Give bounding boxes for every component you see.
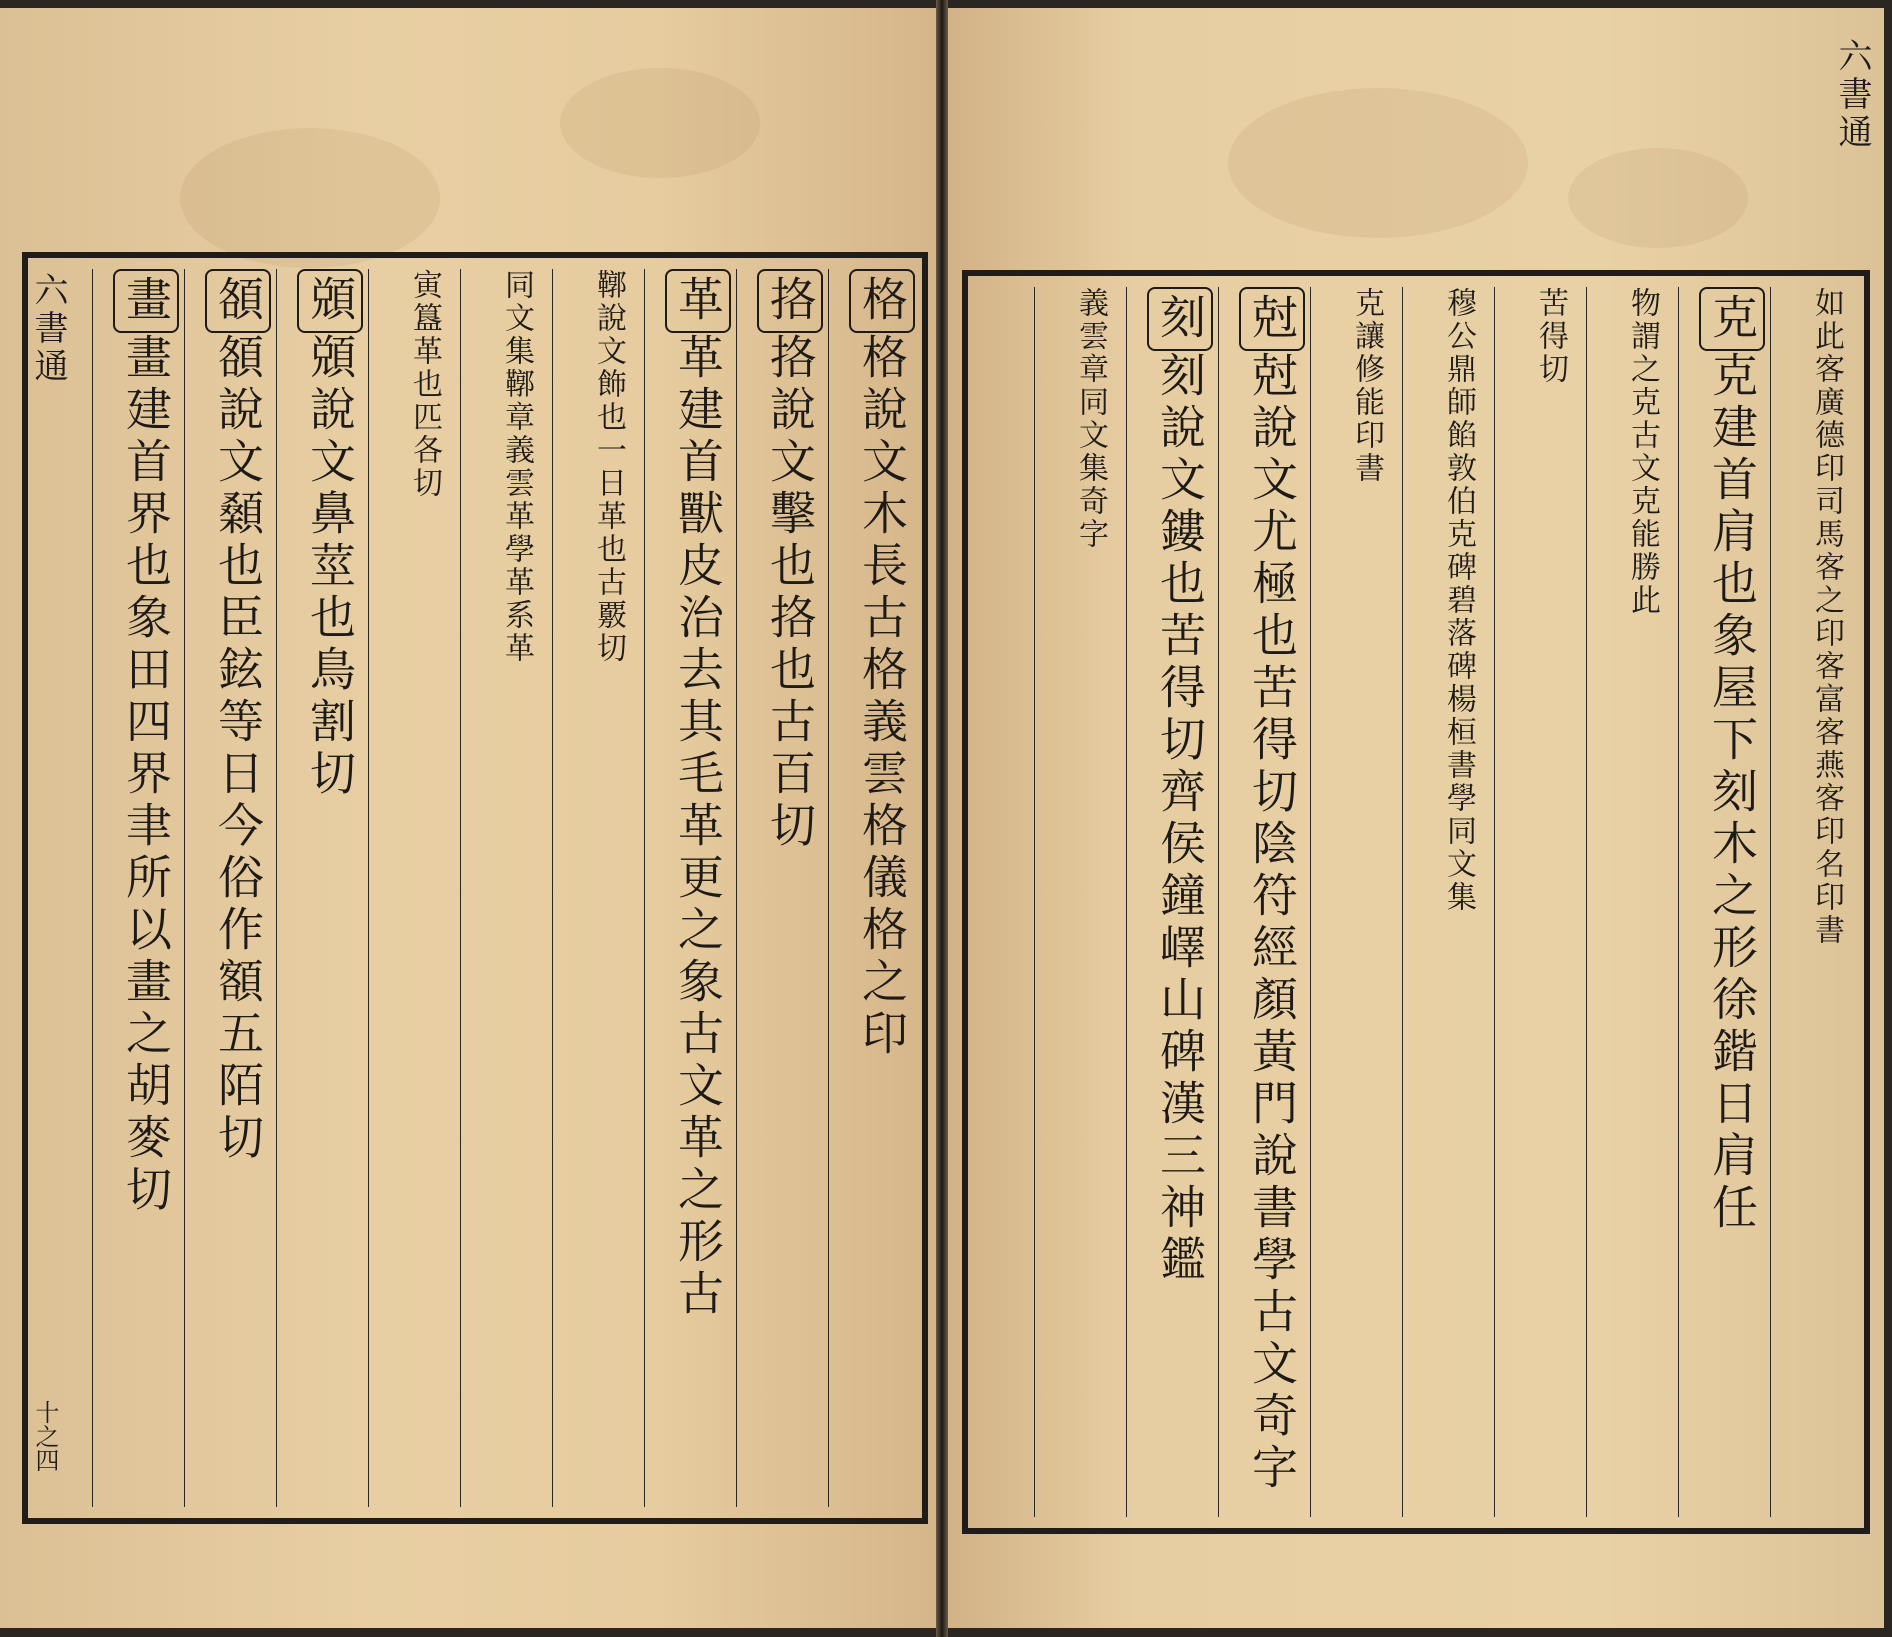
column-5 (1402, 287, 1489, 1517)
column-text: 格說文木長古格義雲格儀格之印 (855, 333, 909, 1061)
column-1 (1770, 287, 1857, 1517)
column-text: 革建首獸皮治去其毛革更之象古文革之形古 (671, 333, 725, 1321)
paper-stain (180, 128, 440, 268)
column-1 (828, 269, 915, 1507)
column-text: 克建首肩也象屋下刻木之形徐鍇日肩任 (1705, 351, 1759, 1235)
column-text: 義雲章同文集奇字 (1073, 287, 1108, 551)
book-gutter (936, 0, 948, 1637)
headword: 克 (1699, 287, 1765, 351)
column-text: 苦得切 (1533, 287, 1568, 386)
column-text: 刻說文鏤也苦得切齊侯鐘嶧山碑漢三神鑑 (1153, 351, 1207, 1287)
headword: 尅 (1239, 287, 1305, 351)
column-text: 尅說文尤極也苦得切陰符經顏黃門說書學古文奇字 (1245, 351, 1299, 1495)
headword: 挌 (757, 269, 823, 333)
paper-stain (1228, 88, 1528, 238)
column-5 (460, 269, 547, 1507)
headword: 革 (665, 269, 731, 333)
column-text: 鞹說文飾也一日革也古覈切 (591, 269, 626, 665)
headword: 頟 (205, 269, 271, 333)
column-text: 寅簋革也匹各切 (407, 269, 442, 500)
column-text: 穆公鼎師餡敦伯克碑碧落碑楊桓書學同文集 (1441, 287, 1476, 914)
column-text: 頟說文顙也臣鉉等日今俗作額五陌切 (211, 333, 265, 1165)
column-6 (368, 269, 455, 1507)
column-3 (1586, 287, 1673, 1517)
column-9 (1034, 287, 1121, 1517)
column-9 (92, 269, 179, 1507)
headword: 刻 (1147, 287, 1213, 351)
column-2 (736, 269, 823, 1507)
right-margin-title: 六書通 (1832, 38, 1872, 152)
column-8 (184, 269, 271, 1507)
column-4 (552, 269, 639, 1507)
paper-stain (1568, 148, 1748, 248)
column-7 (276, 269, 363, 1507)
left-text-frame (22, 252, 928, 1524)
column-text: 畫建首界也象田四界聿所以畫之胡麥切 (119, 333, 173, 1217)
headword: 䫄 (297, 269, 363, 333)
right-text-frame (962, 270, 1870, 1534)
left-page (0, 8, 936, 1628)
column-2 (1678, 287, 1765, 1517)
column-text: 挌說文擊也挌也古百切 (763, 333, 817, 853)
column-7 (1218, 287, 1305, 1517)
column-4 (1494, 287, 1581, 1517)
headword: 畫 (113, 269, 179, 333)
left-margin-title: 六書通 (28, 272, 68, 386)
column-text: 如此客廣德印司馬客之印客富客燕客印名印書 (1809, 287, 1844, 947)
column-3 (644, 269, 731, 1507)
right-page (948, 8, 1884, 1628)
column-text: 克讓修能印書 (1349, 287, 1384, 485)
column-text: 同文集鞹章義雲革學革系革 (499, 269, 534, 665)
column-8 (1126, 287, 1213, 1517)
column-6 (1310, 287, 1397, 1517)
page-number: 十之四 (31, 1400, 59, 1472)
column-text: 物謂之克古文克能勝此 (1625, 287, 1660, 617)
column-text: 䫄說文鼻莖也鳥割切 (303, 333, 357, 801)
paper-stain (560, 68, 760, 178)
headword: 格 (849, 269, 915, 333)
